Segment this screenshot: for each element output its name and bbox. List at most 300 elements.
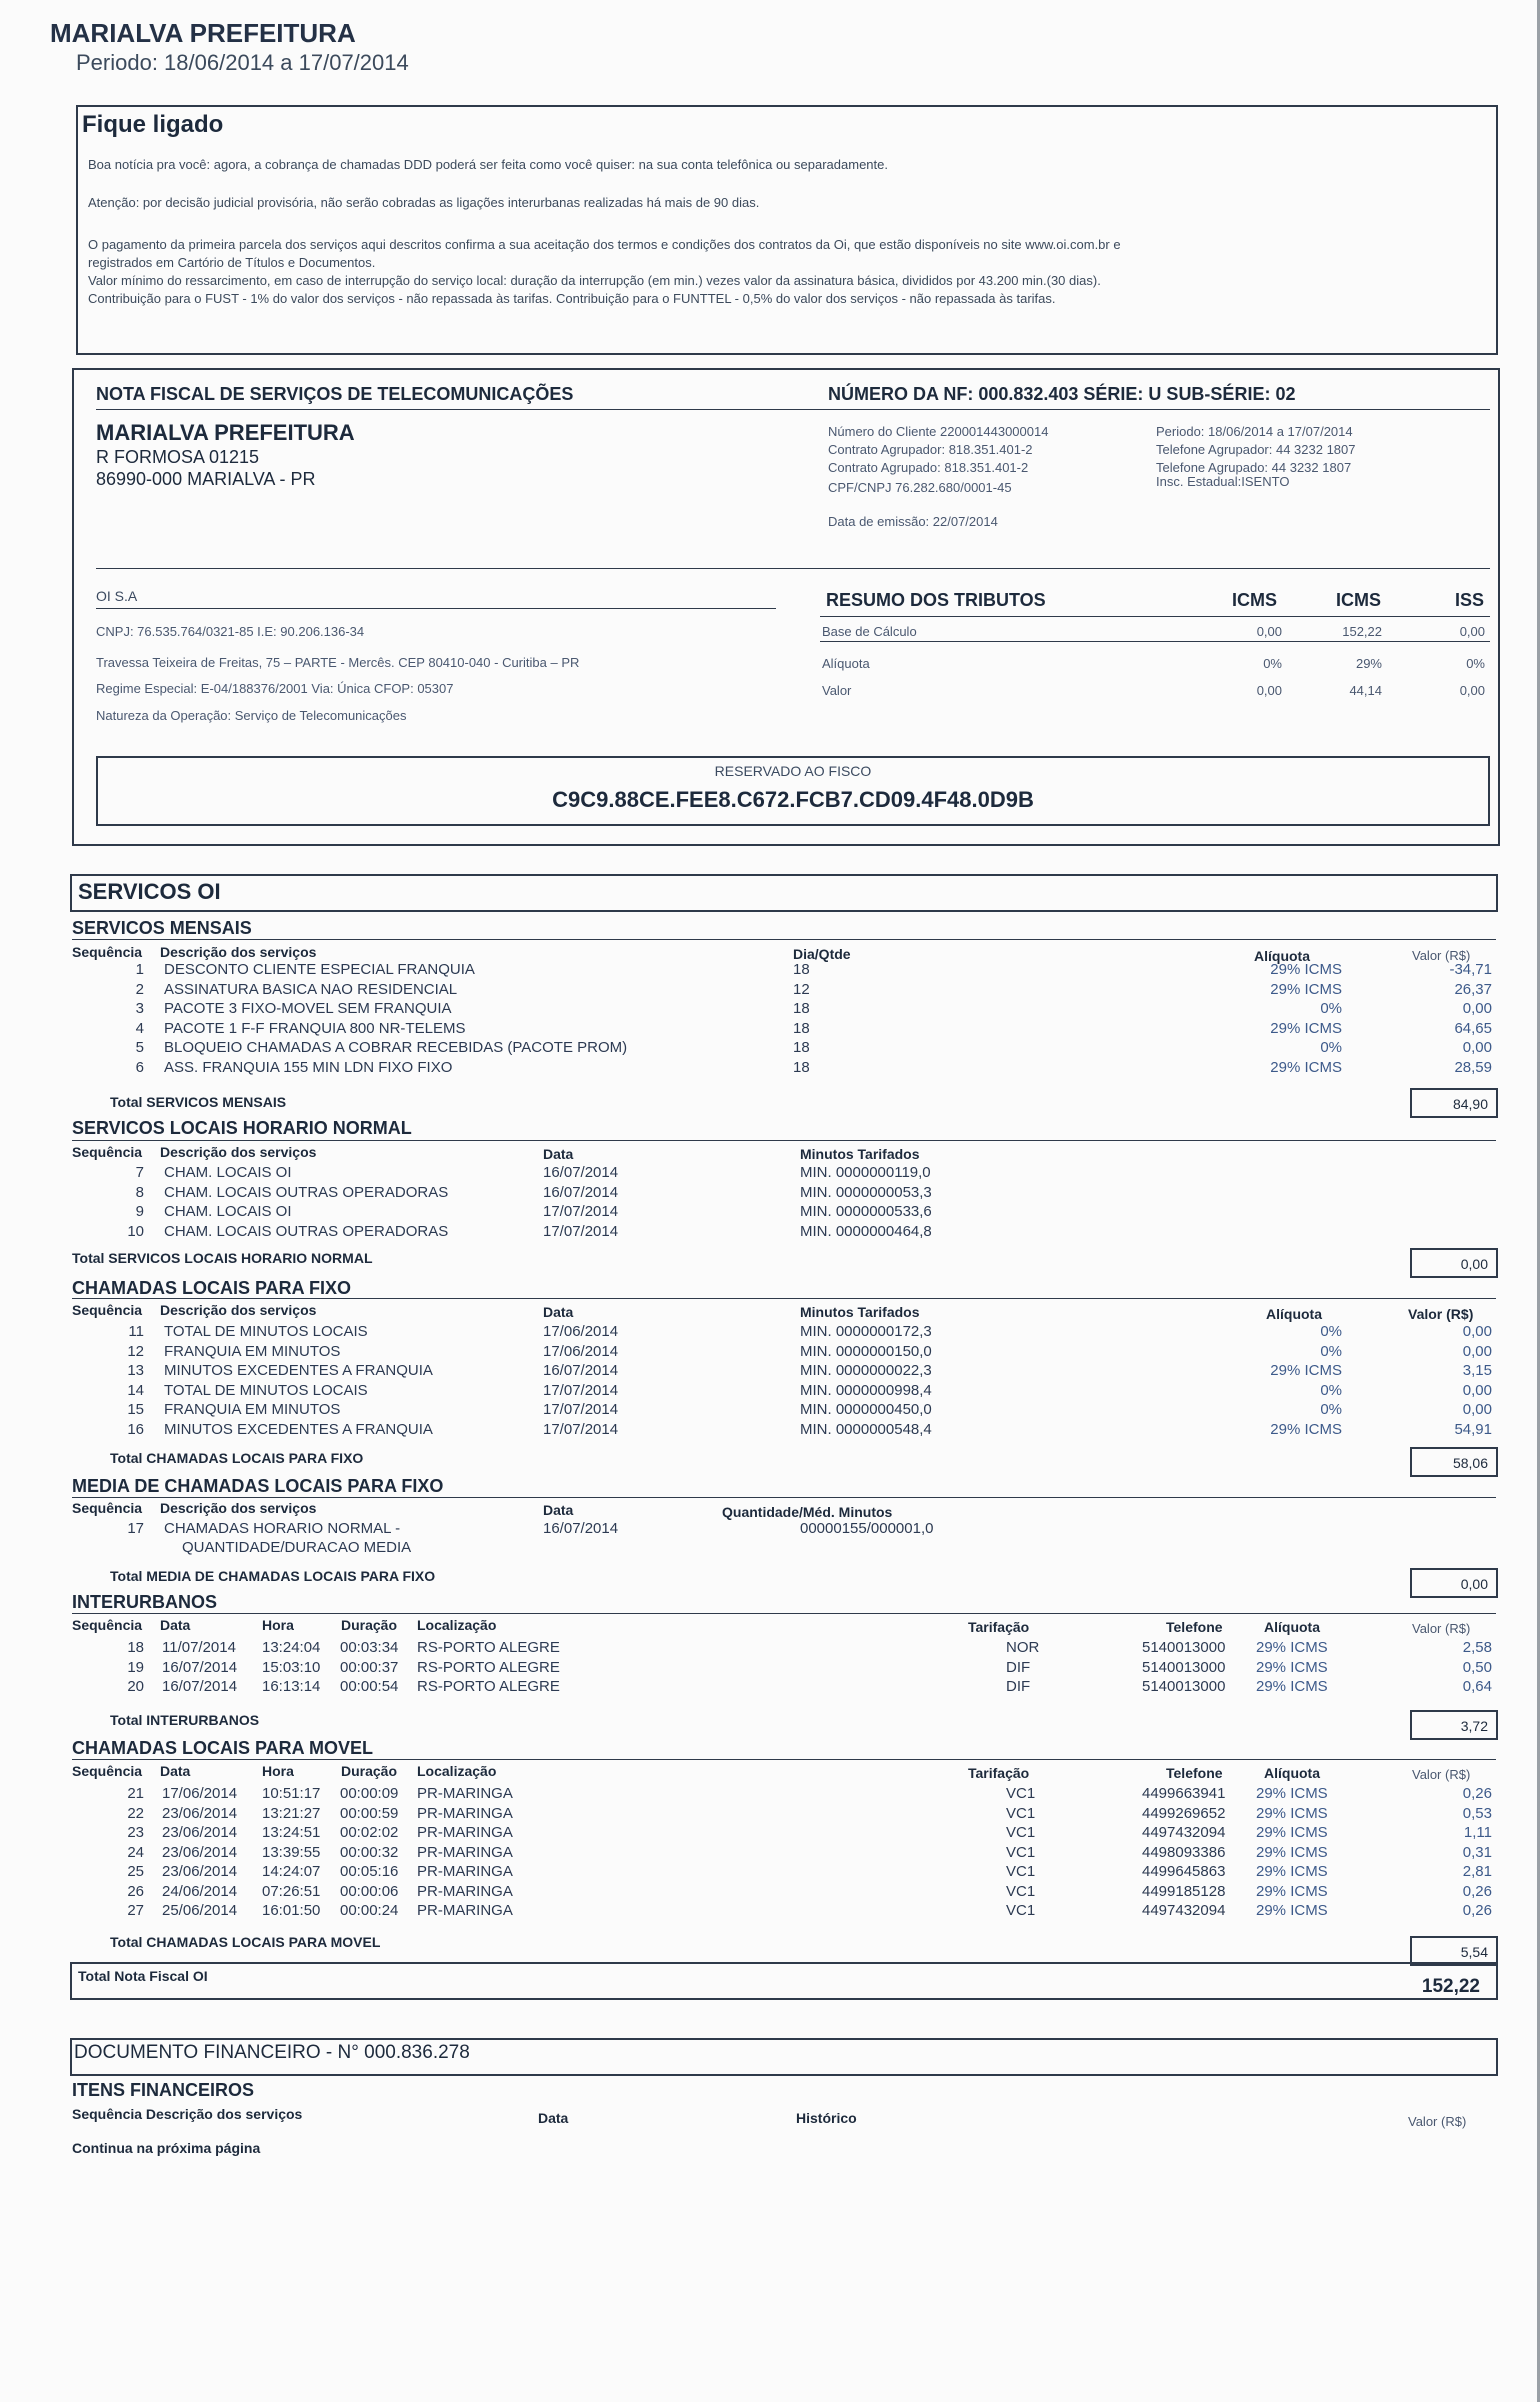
section-rule	[72, 1298, 1496, 1299]
row-date: 16/07/2014	[543, 1164, 619, 1181]
company-cnpj: CNPJ: 76.535.764/0321-85 I.E: 90.206.136-34	[96, 624, 365, 639]
section-title: CHAMADAS LOCAIS PARA MOVEL	[72, 1738, 373, 1758]
row-date: 16/07/2014	[162, 1678, 238, 1695]
row-seq: 9	[135, 1203, 144, 1220]
row-minutes: MIN. 0000000450,0	[800, 1401, 932, 1418]
row-valor: 0,00	[1462, 1401, 1492, 1418]
row-tarifa: DIF	[1006, 1658, 1031, 1676]
row-seq: 10	[127, 1222, 144, 1240]
row-minutes: MIN. 0000000022,3	[800, 1362, 932, 1379]
client-info: Telefone Agrupado: 44 3232 1807	[1156, 460, 1352, 475]
row-seq: 16	[127, 1420, 144, 1438]
itens-header: Histórico	[796, 2110, 857, 2126]
header-name: MARIALVA PREFEITURA	[50, 18, 356, 48]
row-location: RS-PORTO ALEGRE	[417, 1639, 560, 1656]
row-date: 17/07/2014	[543, 1401, 619, 1418]
section-total-label: Total CHAMADAS LOCAIS PARA MOVEL	[110, 1934, 381, 1950]
col-header: Localização	[417, 1617, 497, 1633]
row-date: 23/06/2014	[162, 1863, 238, 1880]
row-location: RS-PORTO ALEGRE	[417, 1678, 560, 1695]
header-period: Periodo: 18/06/2014 a 17/07/2014	[76, 50, 409, 75]
itens-title: ITENS FINANCEIROS	[72, 2080, 255, 2100]
notice-line: O pagamento da primeira parcela dos serviços aqui descritos confirma a sua aceitação dos termos e condições dos contratos da Oi, que estão disponíveis no site www.oi.com.br e	[88, 237, 1121, 252]
row-aliquota: 29% ICMS	[1256, 1882, 1328, 1900]
row-seq: 23	[127, 1824, 144, 1841]
itens-header: Sequência Descrição dos serviços	[72, 2106, 303, 2122]
row-desc: MINUTOS EXCEDENTES A FRANQUIA	[164, 1362, 433, 1379]
fisco-label: RESERVADO AO FISCO	[714, 763, 872, 779]
col-header: Descrição dos serviços	[160, 1302, 317, 1318]
row-seq: 25	[127, 1863, 144, 1880]
company-rule	[96, 608, 776, 609]
row-seq: 21	[127, 1785, 144, 1802]
row-aliquota: 0%	[1320, 1342, 1342, 1360]
row-seq: 4	[135, 1019, 144, 1037]
row-valor: 0,64	[1462, 1678, 1492, 1695]
row-duration: 00:03:34	[340, 1639, 399, 1656]
tributo-value: 0,00	[1459, 683, 1485, 698]
row-desc: TOTAL DE MINUTOS LOCAIS	[164, 1381, 368, 1399]
row-tarifa: VC1	[1006, 1843, 1036, 1861]
tributo-value: 0,00	[1256, 683, 1282, 698]
row-minutes: MIN. 0000000053,3	[800, 1183, 932, 1201]
notice-line: Atenção: por decisão judicial provisória, não serão cobradas as ligações interurbanas realizadas há mais de 90 dias.	[88, 195, 760, 210]
row-date: 17/06/2014	[543, 1342, 619, 1360]
col-header: Telefone	[1166, 1619, 1223, 1635]
nf-rule	[96, 409, 1490, 410]
emission-date: Data de emissão: 22/07/2014	[828, 514, 998, 529]
notice-line: registrados em Cartório de Títulos e Documentos.	[88, 255, 376, 270]
row-desc: CHAM. LOCAIS OUTRAS OPERADORAS	[164, 1183, 449, 1201]
tributo-value: 29%	[1355, 656, 1382, 671]
row-tarifa: NOR	[1006, 1639, 1040, 1656]
row-seq: 11	[128, 1323, 144, 1340]
row-desc: CHAM. LOCAIS OI	[164, 1203, 292, 1220]
col-header: Valor (R$)	[1412, 1767, 1471, 1782]
section-total-value: 3,72	[1410, 1710, 1498, 1740]
tributo-value: 0,00	[1256, 624, 1282, 639]
row-date: 17/07/2014	[543, 1420, 619, 1438]
row-duration: 00:00:09	[340, 1785, 399, 1802]
row-date: 23/06/2014	[162, 1824, 238, 1841]
row-tarifa: VC1	[1006, 1863, 1036, 1880]
row-aliquota: 0%	[1320, 1401, 1342, 1418]
row-valor: 3,15	[1462, 1362, 1492, 1379]
row-aliquota: 29% ICMS	[1270, 1019, 1342, 1037]
row-seq: 13	[127, 1362, 144, 1379]
tributo-label: Alíquota	[822, 656, 870, 671]
row-qty: 12	[793, 980, 810, 998]
tributos-col: ISS	[1455, 590, 1485, 610]
row-aliquota: 29% ICMS	[1270, 980, 1342, 998]
tributos-col: ICMS	[1336, 590, 1381, 610]
row-seq: 22	[127, 1804, 144, 1822]
row-aliquota: 0%	[1320, 1039, 1342, 1056]
row-seq: 19	[127, 1658, 144, 1676]
row-aliquota: 29% ICMS	[1256, 1639, 1328, 1656]
row-duration: 00:02:02	[340, 1824, 399, 1841]
row-date: 25/06/2014	[162, 1902, 238, 1919]
col-header: Descrição dos serviços	[160, 1500, 317, 1516]
row-phone: 4499269652	[1142, 1804, 1226, 1822]
row-phone: 4499185128	[1142, 1882, 1226, 1900]
row-desc: TOTAL DE MINUTOS LOCAIS	[164, 1323, 368, 1340]
col-header: Minutos Tarifados	[800, 1304, 920, 1320]
section-title: MEDIA DE CHAMADAS LOCAIS PARA FIXO	[72, 1476, 444, 1496]
section-total-value: 84,90	[1410, 1088, 1498, 1118]
section-total-value: 5,54	[1410, 1936, 1498, 1966]
section-rule	[72, 1759, 1496, 1760]
col-header: Data	[543, 1304, 574, 1320]
row-aliquota: 29% ICMS	[1256, 1678, 1328, 1695]
row-valor: 2,81	[1462, 1863, 1492, 1880]
row-duration: 00:05:16	[340, 1863, 399, 1880]
notice-line: Valor mínimo do ressarcimento, em caso de interrupção do serviço local: duração da interrupção (em min.) vezes valor da assinatura básica, divididos por 43.200 min.(30 dias).	[88, 273, 1101, 288]
servicos-oi-box	[70, 874, 1498, 912]
col-header: Data	[543, 1146, 574, 1162]
nf-number: NÚMERO DA NF: 000.832.403 SÉRIE: U SUB-SÉRIE: 02	[828, 384, 1296, 404]
row-date: 23/06/2014	[162, 1804, 238, 1822]
row-date: 17/06/2014	[162, 1785, 238, 1802]
row-seq: 1	[135, 961, 144, 978]
col-header: Minutos Tarifados	[800, 1146, 920, 1162]
row-qty: 18	[793, 1058, 810, 1076]
row-aliquota: 29% ICMS	[1270, 1058, 1342, 1076]
row-date: 16/07/2014	[543, 1520, 619, 1537]
row-desc: QUANTIDADE/DURACAO MEDIA	[182, 1539, 412, 1556]
row-seq: 3	[135, 1000, 144, 1017]
row-valor: 0,26	[1462, 1882, 1492, 1900]
row-aliquota: 0%	[1320, 1323, 1342, 1340]
col-header: Valor (R$)	[1408, 1306, 1474, 1322]
tributo-value: 0%	[1263, 656, 1282, 671]
row-tarifa: VC1	[1006, 1824, 1036, 1841]
row-duration: 00:00:59	[340, 1804, 399, 1822]
row-desc: BLOQUEIO CHAMADAS A COBRAR RECEBIDAS (PACOTE PROM)	[164, 1039, 628, 1056]
row-aliquota: 29% ICMS	[1256, 1824, 1328, 1841]
row-valor: 54,91	[1454, 1420, 1492, 1438]
company-regime: Regime Especial: E-04/188376/2001 Via: Única CFOP: 05307	[96, 681, 454, 696]
row-tarifa: VC1	[1006, 1785, 1036, 1802]
col-header: Quantidade/Méd. Minutos	[722, 1504, 893, 1520]
row-valor: 0,31	[1462, 1843, 1492, 1861]
row-desc: ASSINATURA BASICA NAO RESIDENCIAL	[164, 980, 458, 998]
row-time: 15:03:10	[262, 1658, 321, 1676]
row-phone: 4497432094	[1142, 1902, 1226, 1919]
total-nf-box	[70, 1962, 1498, 2000]
row-valor: 0,53	[1462, 1804, 1492, 1822]
col-header: Alíquota	[1266, 1306, 1322, 1322]
notice-line: Boa notícia pra você: agora, a cobrança de chamadas DDD poderá ser feita como você quiser: na sua conta telefônica ou separadamente.	[88, 157, 888, 172]
section-total-value: 58,06	[1410, 1447, 1498, 1477]
tributo-label: Valor	[822, 683, 852, 698]
row-valor: 0,50	[1462, 1658, 1492, 1676]
col-header: Hora	[262, 1617, 294, 1633]
row-aliquota: 29% ICMS	[1270, 1362, 1342, 1379]
client-name: MARIALVA PREFEITURA	[96, 420, 355, 445]
tributo-value: 152,22	[1342, 624, 1382, 639]
row-desc: FRANQUIA EM MINUTOS	[164, 1401, 341, 1418]
row-phone: 4498093386	[1142, 1843, 1226, 1861]
row-valor: 0,00	[1462, 1039, 1492, 1056]
notice-line: Contribuição para o FUST - 1% do valor dos serviços - não repassada às tarifas. Contribuição para o FUNTTEL - 0,5% do valor dos serviços - não repassada às tarifas.	[88, 291, 1056, 306]
section-total-label: Total SERVICOS LOCAIS HORARIO NORMAL	[72, 1250, 373, 1266]
col-header: Tarifação	[968, 1619, 1030, 1635]
row-aliquota: 29% ICMS	[1270, 961, 1342, 978]
col-header: Duração	[341, 1763, 398, 1779]
row-desc: PACOTE 1 F-F FRANQUIA 800 NR-TELEMS	[164, 1019, 466, 1037]
row-valor: 0,00	[1462, 1342, 1492, 1360]
section-rule	[72, 1497, 1496, 1498]
row-location: PR-MARINGA	[417, 1843, 513, 1861]
col-header: Sequência	[72, 1617, 143, 1633]
row-seq: 17	[127, 1520, 144, 1537]
row-aliquota: 0%	[1320, 1000, 1342, 1017]
row-desc: CHAM. LOCAIS OUTRAS OPERADORAS	[164, 1222, 449, 1240]
company-name: OI S.A	[96, 588, 138, 604]
row-valor: 64,65	[1454, 1019, 1492, 1037]
itens-header: Valor (R$)	[1408, 2114, 1467, 2129]
row-duration: 00:00:24	[340, 1902, 399, 1919]
row-qty: 00000155/000001,0	[800, 1520, 934, 1537]
row-phone: 4499645863	[1142, 1863, 1226, 1880]
row-duration: 00:00:54	[340, 1678, 399, 1695]
servicos-oi-title: SERVICOS OI	[78, 879, 221, 904]
row-date: 17/06/2014	[543, 1323, 619, 1340]
row-minutes: MIN. 0000000533,6	[800, 1203, 932, 1220]
row-seq: 15	[127, 1401, 144, 1418]
client-address: R FORMOSA 01215	[96, 447, 260, 467]
row-aliquota: 29% ICMS	[1256, 1658, 1328, 1676]
tributo-value: 0%	[1466, 656, 1485, 671]
row-valor: 26,37	[1454, 980, 1492, 998]
row-aliquota: 29% ICMS	[1256, 1902, 1328, 1919]
row-time: 13:24:51	[262, 1824, 321, 1841]
col-header: Valor (R$)	[1412, 948, 1471, 963]
section-title: SERVICOS MENSAIS	[72, 918, 252, 938]
col-header: Valor (R$)	[1412, 1621, 1471, 1636]
row-valor: 0,00	[1462, 1000, 1492, 1017]
col-header: Alíquota	[1254, 948, 1310, 964]
row-valor: -34,71	[1449, 961, 1492, 978]
col-header: Descrição dos serviços	[160, 1144, 317, 1160]
row-location: PR-MARINGA	[417, 1785, 513, 1802]
row-aliquota: 0%	[1320, 1381, 1342, 1399]
col-header: Alíquota	[1264, 1765, 1320, 1781]
row-date: 16/07/2014	[162, 1658, 238, 1676]
row-tarifa: VC1	[1006, 1804, 1036, 1822]
row-minutes: MIN. 0000000464,8	[800, 1222, 932, 1240]
col-header: Sequência	[72, 1500, 143, 1516]
row-seq: 8	[135, 1183, 144, 1201]
row-duration: 00:00:06	[340, 1882, 399, 1900]
row-location: PR-MARINGA	[417, 1882, 513, 1900]
row-desc: DESCONTO CLIENTE ESPECIAL FRANQUIA	[164, 961, 475, 978]
row-desc: PACOTE 3 FIXO-MOVEL SEM FRANQUIA	[164, 1000, 452, 1017]
row-qty: 18	[793, 1000, 810, 1017]
row-valor: 28,59	[1454, 1058, 1492, 1076]
row-time: 14:24:07	[262, 1863, 321, 1880]
section-total-label: Total MEDIA DE CHAMADAS LOCAIS PARA FIXO	[110, 1568, 436, 1584]
section-rule	[72, 939, 1496, 940]
col-header: Descrição dos serviços	[160, 944, 317, 960]
row-phone: 4499663941	[1142, 1785, 1226, 1802]
row-valor: 2,58	[1462, 1639, 1492, 1656]
row-valor: 0,26	[1462, 1902, 1492, 1919]
itens-header: Data	[538, 2110, 569, 2126]
row-valor: 0,00	[1462, 1323, 1492, 1340]
section-total-label: Total CHAMADAS LOCAIS PARA FIXO	[110, 1450, 364, 1466]
row-date: 17/07/2014	[543, 1381, 619, 1399]
section-title: SERVICOS LOCAIS HORARIO NORMAL	[72, 1118, 412, 1138]
tributos-rule	[820, 616, 1490, 617]
col-header: Hora	[262, 1763, 294, 1779]
row-seq: 7	[135, 1164, 144, 1181]
row-time: 13:21:27	[262, 1804, 321, 1822]
row-minutes: MIN. 0000000998,4	[800, 1381, 932, 1399]
continua-note: Continua na próxima página	[72, 2140, 261, 2156]
col-header: Duração	[341, 1617, 398, 1633]
row-seq: 5	[135, 1039, 144, 1056]
row-time: 16:13:14	[262, 1678, 321, 1695]
doc-fin-title: DOCUMENTO FINANCEIRO - N° 000.836.278	[74, 2042, 470, 2063]
row-location: PR-MARINGA	[417, 1804, 513, 1822]
row-location: PR-MARINGA	[417, 1863, 513, 1880]
row-aliquota: 29% ICMS	[1256, 1804, 1328, 1822]
row-minutes: MIN. 0000000119,0	[800, 1164, 931, 1181]
row-qty: 18	[793, 961, 810, 978]
row-seq: 24	[127, 1843, 144, 1861]
row-seq: 2	[135, 980, 144, 998]
row-date: 23/06/2014	[162, 1843, 238, 1861]
nf-rule	[96, 568, 1490, 569]
row-date: 11/07/2014	[162, 1639, 236, 1656]
col-header: Localização	[417, 1763, 497, 1779]
row-minutes: MIN. 0000000172,3	[800, 1323, 932, 1340]
row-time: 10:51:17	[262, 1785, 321, 1802]
col-header: Sequência	[72, 1144, 143, 1160]
client-city: 86990-000 MARIALVA - PR	[96, 469, 316, 489]
row-desc: MINUTOS EXCEDENTES A FRANQUIA	[164, 1420, 433, 1438]
client-info: Contrato Agrupado: 818.351.401-2	[828, 460, 1029, 475]
row-date: 17/07/2014	[543, 1222, 619, 1240]
row-duration: 00:00:32	[340, 1843, 399, 1861]
col-header: Sequência	[72, 1302, 143, 1318]
row-tarifa: DIF	[1006, 1678, 1031, 1695]
section-rule	[72, 1613, 1496, 1614]
section-total-value: 0,00	[1410, 1248, 1498, 1278]
col-header: Data	[160, 1763, 191, 1779]
section-total-value: 0,00	[1410, 1568, 1498, 1598]
section-rule	[72, 1140, 1496, 1141]
row-valor: 0,00	[1462, 1381, 1492, 1399]
row-valor: 1,11	[1463, 1824, 1492, 1841]
row-valor: 0,26	[1462, 1785, 1492, 1802]
nf-title: NOTA FISCAL DE SERVIÇOS DE TELECOMUNICAÇÕES	[96, 384, 574, 404]
row-phone: 4497432094	[1142, 1824, 1226, 1841]
row-seq: 14	[127, 1381, 144, 1399]
row-aliquota: 29% ICMS	[1256, 1843, 1328, 1861]
row-desc: CHAM. LOCAIS OI	[164, 1164, 292, 1181]
company-address: Travessa Teixeira de Freitas, 75 – PARTE - Mercês. CEP 80410-040 - Curitiba – PR	[96, 655, 580, 670]
row-aliquota: 29% ICMS	[1270, 1420, 1342, 1438]
client-info: CPF/CNPJ 76.282.680/0001-45	[828, 480, 1012, 495]
row-desc: CHAMADAS HORARIO NORMAL -	[164, 1520, 401, 1537]
col-header: Telefone	[1166, 1765, 1223, 1781]
row-time: 07:26:51	[262, 1882, 321, 1900]
row-location: PR-MARINGA	[417, 1902, 513, 1919]
client-info: Periodo: 18/06/2014 a 17/07/2014	[1156, 424, 1353, 439]
client-info: Insc. Estadual:ISENTO	[1156, 474, 1290, 489]
client-info: Número do Cliente 220001443000014	[828, 424, 1049, 439]
row-date: 17/07/2014	[543, 1203, 619, 1220]
col-header: Data	[543, 1502, 574, 1518]
row-seq: 6	[135, 1058, 144, 1076]
client-info: Telefone Agrupador: 44 3232 1807	[1156, 442, 1356, 457]
row-phone: 5140013000	[1142, 1678, 1226, 1695]
row-qty: 18	[793, 1039, 810, 1056]
row-time: 13:39:55	[262, 1843, 321, 1861]
row-date: 16/07/2014	[543, 1183, 619, 1201]
row-seq: 18	[127, 1639, 144, 1656]
row-location: RS-PORTO ALEGRE	[417, 1658, 560, 1676]
row-seq: 20	[127, 1678, 144, 1695]
col-header: Alíquota	[1264, 1619, 1320, 1635]
row-aliquota: 29% ICMS	[1256, 1785, 1328, 1802]
total-nf-label: Total Nota Fiscal OI	[78, 1968, 208, 1984]
row-date: 16/07/2014	[543, 1362, 619, 1379]
tributos-col: ICMS	[1232, 590, 1277, 610]
tributos-title: RESUMO DOS TRIBUTOS	[826, 590, 1046, 610]
row-aliquota: 29% ICMS	[1256, 1863, 1328, 1880]
client-info: Contrato Agrupador: 818.351.401-2	[828, 442, 1033, 457]
col-header: Sequência	[72, 1763, 143, 1779]
row-qty: 18	[793, 1019, 810, 1037]
notice-box	[76, 105, 1498, 355]
total-nf-value: 152,22	[1421, 1976, 1480, 1997]
row-time: 13:24:04	[262, 1639, 321, 1656]
section-total-label: Total INTERURBANOS	[110, 1712, 260, 1728]
row-phone: 5140013000	[1142, 1658, 1226, 1676]
row-time: 16:01:50	[262, 1902, 321, 1919]
section-title: CHAMADAS LOCAIS PARA FIXO	[72, 1278, 351, 1298]
row-desc: FRANQUIA EM MINUTOS	[164, 1342, 341, 1360]
row-duration: 00:00:37	[340, 1658, 399, 1676]
company-natureza: Natureza da Operação: Serviço de Telecomunicações	[96, 708, 407, 723]
tributo-label: Base de Cálculo	[822, 624, 917, 639]
fisco-code: C9C9.88CE.FEE8.C672.FCB7.CD09.4F48.0D9B	[552, 787, 1034, 812]
row-location: PR-MARINGA	[417, 1824, 513, 1841]
row-tarifa: VC1	[1006, 1882, 1036, 1900]
tributo-value: 0,00	[1459, 624, 1485, 639]
col-header: Sequência	[72, 944, 143, 960]
notice-title: Fique ligado	[82, 111, 224, 138]
row-seq: 27	[127, 1902, 144, 1919]
row-date: 24/06/2014	[162, 1882, 238, 1900]
row-desc: ASS. FRANQUIA 155 MIN LDN FIXO FIXO	[164, 1058, 453, 1076]
col-header: Dia/Qtde	[793, 946, 851, 962]
tributo-value: 44,14	[1349, 683, 1382, 698]
row-tarifa: VC1	[1006, 1902, 1036, 1919]
row-minutes: MIN. 0000000150,0	[800, 1342, 932, 1360]
col-header: Tarifação	[968, 1765, 1030, 1781]
row-phone: 5140013000	[1142, 1639, 1226, 1656]
section-title: INTERURBANOS	[72, 1592, 218, 1612]
col-header: Data	[160, 1617, 191, 1633]
row-minutes: MIN. 0000000548,4	[800, 1420, 932, 1438]
tributos-rule	[820, 641, 1490, 642]
row-seq: 12	[127, 1342, 144, 1360]
